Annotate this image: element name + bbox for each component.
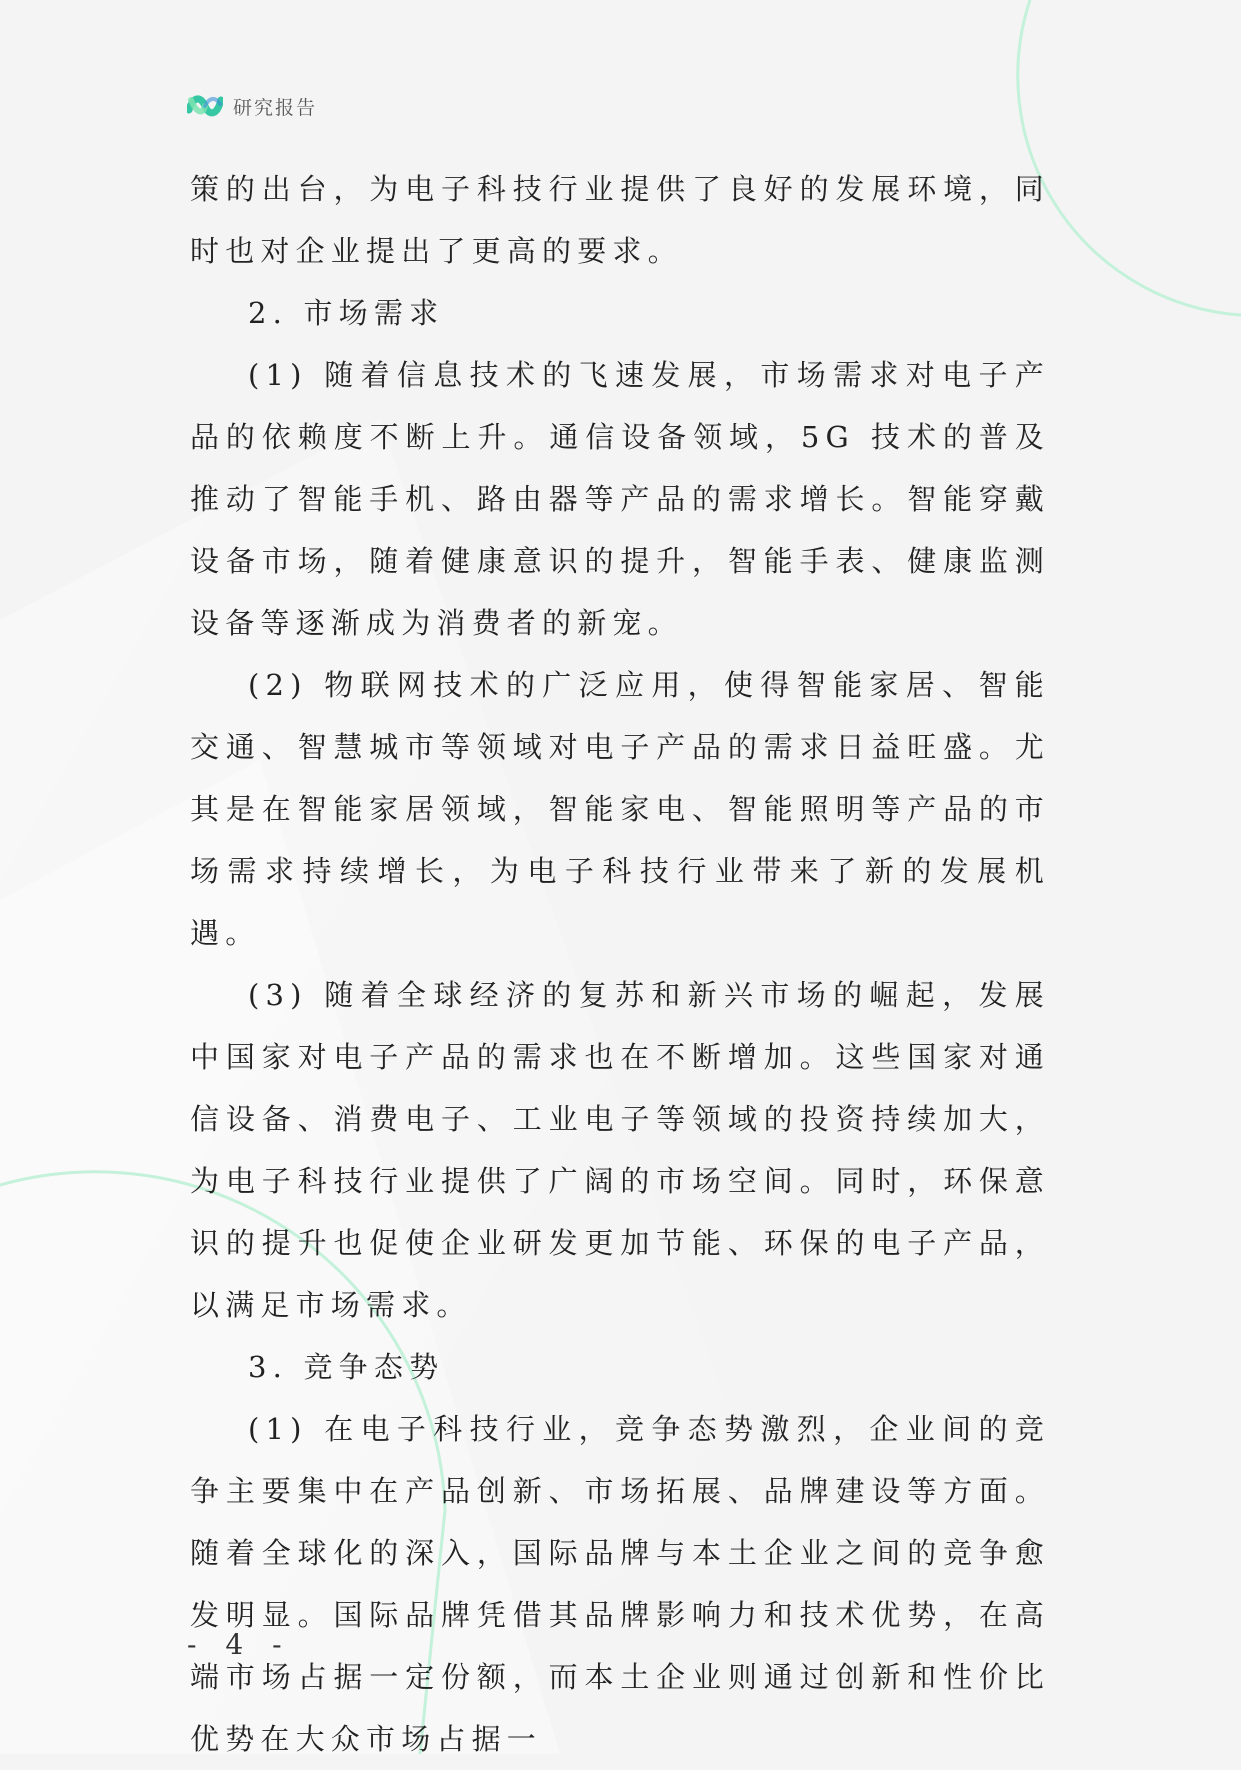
- paragraph: 策的出台，为电子科技行业提供了良好的发展环境，同时也对企业提出了更高的要求。: [190, 172, 1050, 268]
- header-title: 研究报告: [233, 96, 318, 119]
- report-header: [187, 88, 317, 124]
- paragraph: (2) 物联网技术的广泛应用，使得智能家居、智能交通、智慧城市等领域对电子产品的需求日益旺盛。尤其是在智能家居领域，智能家电、智能照明等产品的市场需求持续增长，为电子科技行业带来了新的发展机遇。: [190, 668, 1050, 950]
- section-heading: 3. 竞争态势: [248, 1350, 445, 1384]
- paragraph: (3) 随着全球经济的复苏和新兴市场的崛起，发展中国家对电子产品的需求也在不断增加。这些国家对通信设备、消费电子、工业电子等领域的投资持续加大，为电子科技行业提供了广阔的市场空间。同时，环保意识的提升也促使企业研发更加节能、环保的电子产品，以满足市场需求。: [190, 978, 1050, 1322]
- paragraph: (1) 随着信息技术的飞速发展，市场需求对电子产品的依赖度不断上升。通信设备领域，5G 技术的普及推动了智能手机、路由器等产品的需求增长。智能穿戴设备市场，随着健康意识的提升，智能手表、健康监测设备等逐渐成为消费者的新宠。: [190, 358, 1050, 640]
- page-number: - 4 -: [187, 1628, 292, 1661]
- section-heading: 2. 市场需求: [248, 296, 445, 330]
- brand-logo-icon: [187, 90, 223, 122]
- paragraph: (1) 在电子科技行业，竞争态势激烈，企业间的竞争主要集中在产品创新、市场拓展、品牌建设等方面。随着全球化的深入，国际品牌与本土企业之间的竞争愈发明显。国际品牌凭借其品牌影响力和技术优势，在高端市场占据一定份额，而本土企业则通过创新和性价比优势在大众市场占据一: [190, 1412, 1050, 1756]
- document-body: [190, 158, 1050, 1770]
